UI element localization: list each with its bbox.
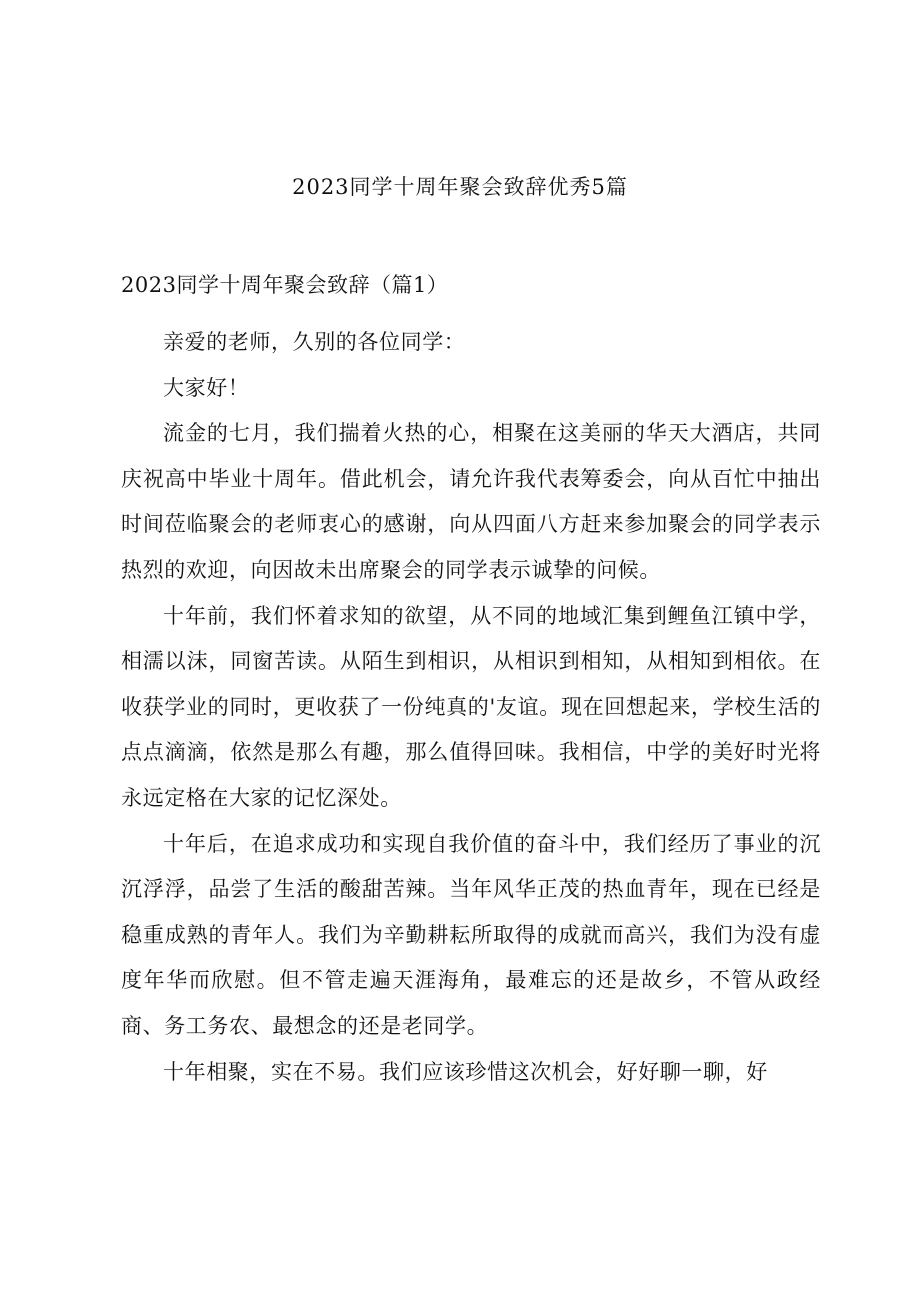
paragraph: 十年前，我们怀着求知的欲望，从不同的地域汇集到鲤鱼江镇中学，相濡以沫，同窗苦读。从陌生到相识，从相识到相知，从相知到相依。在收获学业的同时，更收获了一份纯真的'友谊。现在回想起来，学校生活的点点滴滴，依然是那么有趣，那么值得回味。我相信，中学的美好时光将永远定格在大家的记忆深处。 xyxy=(121,603,821,810)
document-title: 2023同学十周年聚会致辞优秀5篇 xyxy=(292,175,628,199)
paragraph: 十年后，在追求成功和实现自我价值的奋斗中，我们经历了事业的沉沉浮浮，品尝了生活的酸甜苦辣。当年风华正茂的热血青年，现在已经是稳重成熟的青年人。我们为辛勤耕耘所取得的成就而高兴，我们为没有虚度年华而欣慰。但不管走遍天涯海角，最难忘的还是故乡，不管从政经商、务工务农、最想念的还是老同学。 xyxy=(121,831,821,1038)
section-heading: 2023同学十周年聚会致辞（篇1） xyxy=(121,273,449,297)
document-body xyxy=(121,320,821,1095)
paragraph-greeting: 大家好！ xyxy=(163,375,250,400)
paragraph-salutation: 亲爱的老师，久别的各位同学： xyxy=(163,330,466,354)
paragraph: 流金的七月，我们揣着火热的心，相聚在这美丽的华天大酒店，共同庆祝高中毕业十周年。借此机会，请允许我代表筹委会，向从百忙中抽出时间莅临聚会的老师衷心的感谢，向从四面八方赶来参加聚会的同学表示热烈的欢迎，向因故未出席聚会的同学表示诚挚的问候。 xyxy=(121,421,821,582)
paragraph: 十年相聚，实在不易。我们应该珍惜这次机会，好好聊一聊，好 xyxy=(163,1059,768,1084)
